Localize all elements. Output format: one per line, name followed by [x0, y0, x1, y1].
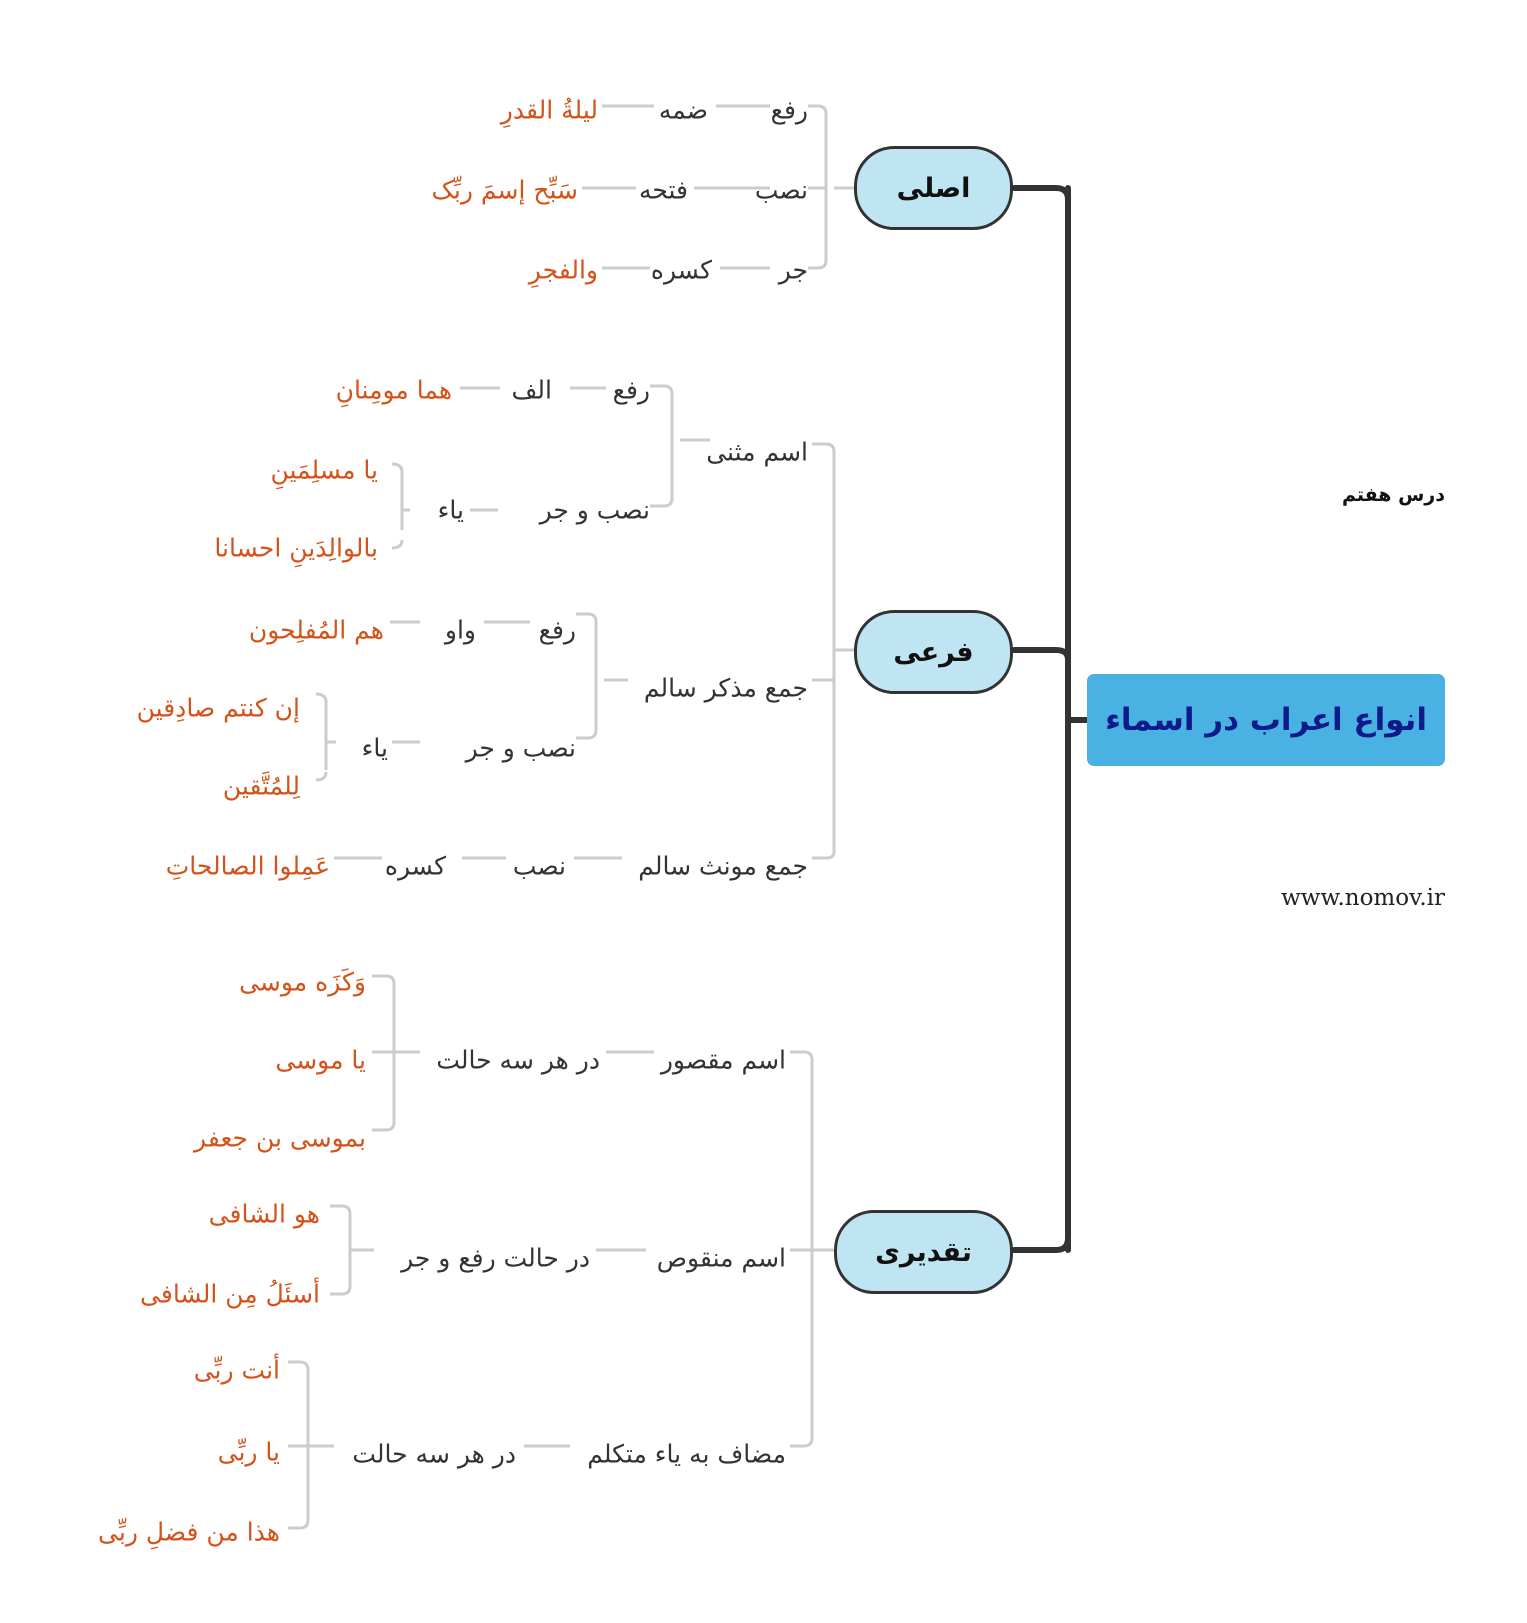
maqsour-example-2: یا موسی — [275, 1045, 366, 1075]
asli-raf-label: رفع — [770, 95, 808, 125]
maqsour-example-3: بموسی بن جعفر — [194, 1123, 366, 1153]
mozaf-label: مضاف به یاء متکلم — [587, 1439, 786, 1469]
manqous-label: اسم منقوص — [656, 1243, 786, 1273]
mosanna-nasb-example-1: یا مسلِمَینِ — [270, 455, 378, 485]
branch-farei[interactable]: فرعی — [854, 610, 1013, 694]
jam-moannas-label: جمع مونث سالم — [638, 851, 808, 881]
mozaf-example-1: أنت ربِّی — [193, 1355, 280, 1385]
manqous-example-1: هو الشافی — [208, 1199, 320, 1229]
moannas-sub2: کسره — [384, 851, 446, 881]
website-label: www.nomov.ir — [1281, 885, 1445, 911]
mozakkar-nasb-example-1: إن کنتم صادِقین — [136, 693, 300, 723]
mozakkar-raf-sub: واو — [444, 615, 476, 645]
asli-raf-example: ليلةُ القدرِ — [500, 95, 598, 125]
mosanna-nasb-label: نصب و جر — [539, 495, 650, 525]
mozaf-sub: در هر سه حالت — [352, 1439, 516, 1469]
mozakkar-nasb-label: نصب و جر — [465, 733, 576, 763]
mosanna-raf-label: رفع — [612, 375, 650, 405]
mozakkar-raf-label: رفع — [538, 615, 576, 645]
lesson-label: درس هفتم — [1341, 484, 1445, 506]
central-topic[interactable]: انواع اعراب در اسماء — [1087, 674, 1445, 766]
mozakkar-nasb-sub: یاء — [361, 733, 388, 763]
moannas-sub: نصب — [512, 851, 566, 881]
moannas-example: عَمِلوا الصالحاتِ — [165, 851, 330, 881]
mozaf-example-2: یا ربِّی — [217, 1437, 280, 1467]
mosanna-nasb-sub: یاء — [437, 495, 464, 525]
mozakkar-raf-example: هم المُفلِحون — [248, 615, 384, 645]
maqsour-label: اسم مقصور — [660, 1045, 786, 1075]
mozakkar-nasb-example-2: لِلمُتَّقین — [222, 771, 300, 801]
esm-mosanna-label: اسم مثنی — [706, 437, 808, 467]
mosanna-raf-sub: الف — [511, 375, 552, 405]
asli-jar-example: والفجرِ — [528, 255, 598, 285]
asli-jar-label: جر — [778, 255, 808, 285]
asli-raf-sub: ضمه — [658, 95, 708, 125]
mosanna-nasb-example-2: بالوالِدَینِ احسانا — [214, 533, 378, 563]
branch-taghdiri[interactable]: تقدیری — [834, 1210, 1013, 1294]
asli-nasb-example: سَبِّح إسمَ ربِّک — [431, 175, 578, 205]
asli-nasb-sub: فتحه — [638, 175, 688, 205]
main-connector — [1014, 188, 1087, 1250]
branch-asli[interactable]: اصلی — [854, 146, 1013, 230]
maqsour-example-1: وَکَزَه موسی — [239, 967, 366, 997]
mozaf-example-3: هذا من فضلِ ربِّی — [98, 1517, 280, 1547]
manqous-example-2: أسئَلُ مِن الشافی — [140, 1279, 320, 1309]
mosanna-raf-example: هما مومِنانِ — [335, 375, 452, 405]
maqsour-sub: در هر سه حالت — [436, 1045, 600, 1075]
manqous-sub: در حالت رفع و جر — [401, 1243, 590, 1273]
asli-nasb-label: نصب — [754, 175, 808, 205]
jam-mozakkar-label: جمع مذکر سالم — [643, 673, 808, 703]
asli-jar-sub: کسره — [650, 255, 712, 285]
